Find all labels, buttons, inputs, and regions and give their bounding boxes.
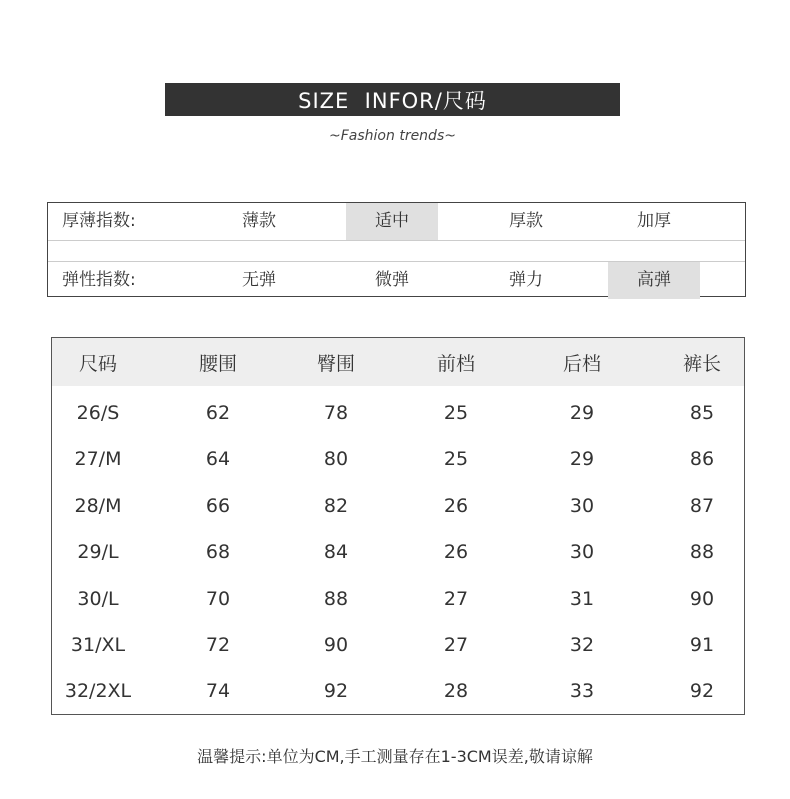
thickness-option: 厚款: [509, 211, 543, 231]
table-row: [52, 436, 744, 482]
table-row: [52, 622, 744, 668]
size-table-header: [52, 338, 744, 386]
page-title: SIZE INFOR/尺码: [165, 83, 620, 116]
table-cell: 88: [323, 587, 349, 610]
table-row: [52, 576, 744, 622]
table-cell: 31: [569, 587, 595, 610]
table-cell: 30/L: [77, 587, 119, 610]
column-header: 前档: [436, 352, 475, 375]
table-cell: 90: [689, 587, 715, 610]
table-cell: 84: [323, 541, 349, 564]
thickness-option: 薄款: [242, 211, 276, 231]
table-cell: 82: [323, 494, 349, 517]
table-cell: 68: [205, 541, 231, 564]
column-header: 后档: [562, 352, 601, 375]
table-row: [52, 668, 744, 714]
table-cell: 91: [689, 634, 715, 656]
table-cell: 25: [443, 448, 469, 471]
table-cell: 30: [569, 541, 595, 564]
elasticity-option: 无弹: [242, 270, 276, 290]
table-row: [52, 390, 744, 436]
table-cell: 26/S: [76, 402, 120, 424]
elasticity-option: 弹力: [509, 270, 543, 290]
elasticity-label: 弹性指数:: [62, 270, 136, 290]
table-cell: 31/XL: [70, 634, 126, 656]
page-subtitle: ~Fashion trends~: [329, 128, 456, 144]
table-cell: 92: [689, 680, 715, 703]
thickness-label: 厚薄指数:: [62, 211, 136, 231]
table-row: [52, 529, 744, 575]
table-cell: 66: [205, 494, 231, 517]
table-cell: 80: [323, 448, 349, 471]
table-cell: 92: [323, 680, 349, 703]
table-cell: 78: [323, 402, 349, 424]
table-cell: 33: [569, 680, 595, 703]
table-cell: 90: [323, 634, 349, 656]
elasticity-row: [48, 261, 745, 299]
table-cell: 72: [205, 634, 231, 656]
table-cell: 64: [205, 448, 231, 471]
thickness-option: 适中: [346, 203, 438, 240]
table-cell: 28: [443, 680, 469, 703]
table-cell: 70: [205, 587, 231, 610]
table-cell: 88: [689, 541, 715, 564]
column-header: 裤长: [682, 352, 721, 375]
table-cell: 29: [569, 448, 595, 471]
thickness-row: [48, 203, 745, 240]
table-cell: 25: [443, 402, 469, 424]
table-cell: 26: [443, 494, 469, 517]
table-cell: 30: [569, 494, 595, 517]
table-cell: 32/2XL: [64, 680, 132, 703]
table-row: [52, 483, 744, 529]
table-cell: 27: [443, 587, 469, 610]
table-cell: 26: [443, 541, 469, 564]
table-cell: 28/M: [74, 494, 122, 517]
table-cell: 32: [569, 634, 595, 656]
thickness-option: 加厚: [637, 211, 671, 231]
table-cell: 27: [443, 634, 469, 656]
table-cell: 86: [689, 448, 715, 471]
column-header: 臀围: [316, 352, 355, 375]
column-header: 腰围: [198, 352, 237, 375]
table-cell: 74: [205, 680, 231, 703]
table-cell: 62: [205, 402, 231, 424]
elasticity-option: 微弹: [375, 270, 409, 290]
size-table: [51, 337, 745, 715]
measurement-note: 温馨提示:单位为CM,手工测量存在1-3CM误差,敬请谅解: [197, 747, 593, 766]
table-cell: 87: [689, 494, 715, 517]
table-cell: 29/L: [77, 541, 119, 564]
elasticity-option: 高弹: [608, 262, 700, 299]
index-divider: [48, 240, 745, 241]
table-cell: 27/M: [74, 448, 122, 471]
table-cell: 29: [569, 402, 595, 424]
column-header: 尺码: [78, 352, 117, 375]
table-cell: 85: [689, 402, 715, 424]
fabric-index-panel: [47, 202, 746, 297]
